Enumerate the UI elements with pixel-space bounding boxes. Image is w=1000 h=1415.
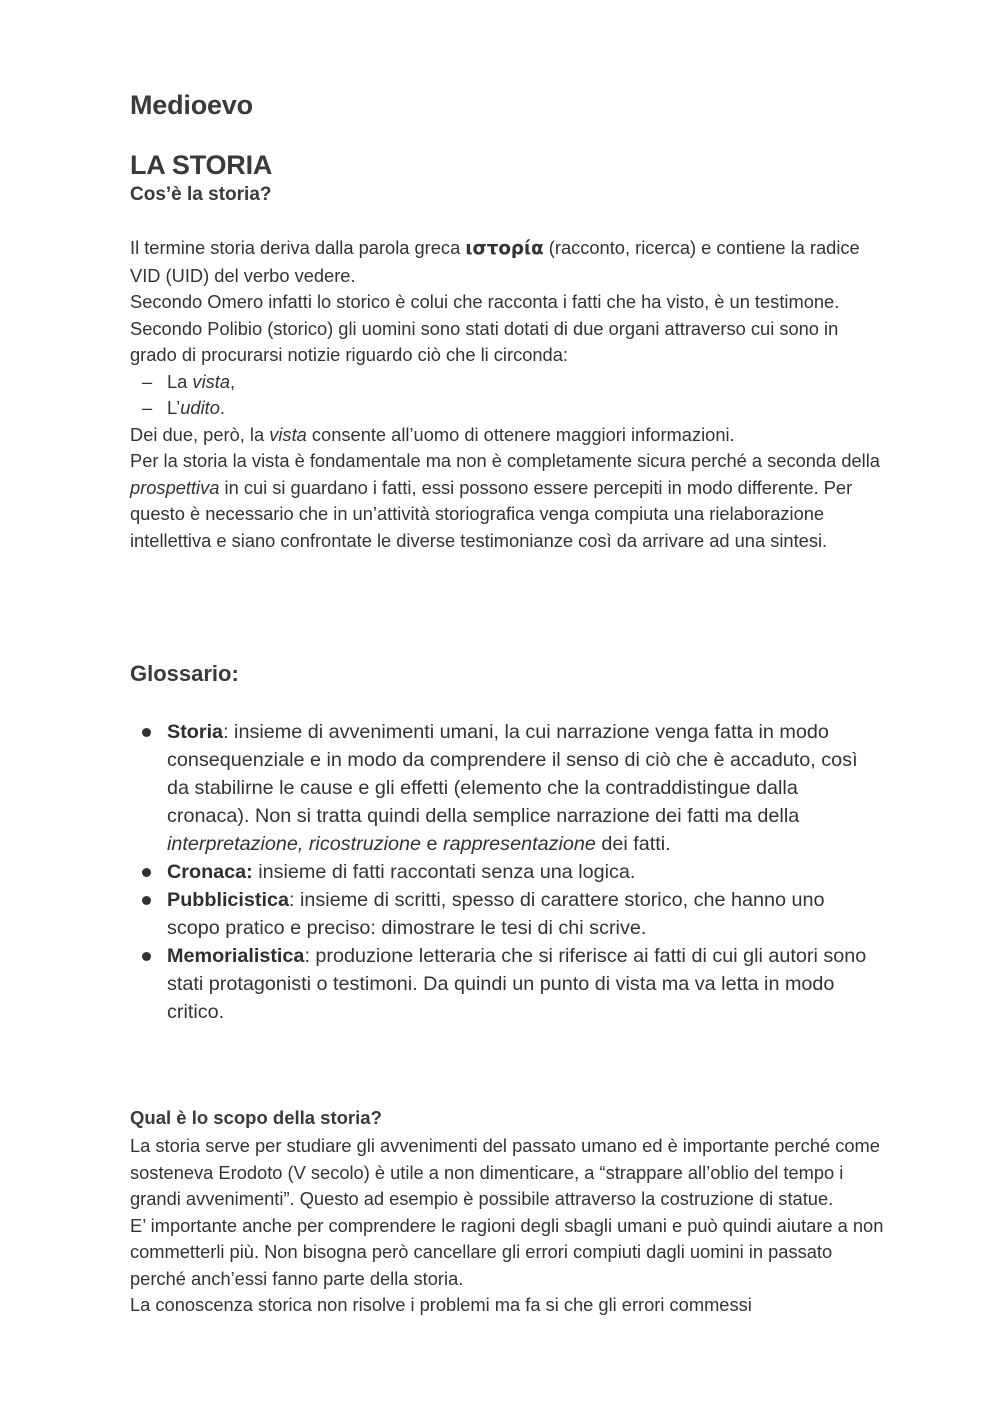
bullet-icon	[142, 952, 151, 961]
glossary-title: Glossario:	[130, 661, 239, 686]
intro-paragraph-1: Il termine storia deriva dalla parola greca ιστορία (racconto, ricerca) e contiene la radice VID (UID) del verbo vedere.	[130, 237, 860, 286]
section-title: LA STORIA	[130, 150, 273, 180]
senses-list	[130, 369, 890, 422]
intro-paragraph-5: Per la storia la vista è fondamentale ma non è completamente sicura perché a seconda della prospettiva in cui si guardano i fatti, essi possono essere percepiti in modo differente. Per questo è necessario che in un’attività storiografica venga compiuta una rielaborazione intellettiva e siano confrontate le diverse testimonianze così da arrivare ad una sintesi.	[130, 450, 880, 551]
purpose-paragraph-2: E’ importante anche per comprendere le ragioni degli sbagli umani e può quindi aiutare a non commetterli più. Non bisogna però cancellare gli errori compiuti dagli uomini in passato perché anch’essi fanno parte della storia.	[130, 1214, 884, 1289]
list-item: – L’udito.	[130, 395, 890, 422]
glossary-item-memorialistica: Memorialistica: produzione letteraria che si riferisce ai fatti di cui gli autori sono stati protagonisti o testimoni. Da quindi un punto di vista ma va letta in modo critico.	[130, 942, 870, 1026]
dash-marker: –	[142, 397, 153, 418]
intro-paragraph-4: Dei due, però, la vista consente all’uomo di ottenere maggiori informazioni.	[130, 423, 735, 445]
intro-paragraph-2: Secondo Omero infatti lo storico è colui che racconta i fatti che ha visto, è un testimone.	[130, 291, 840, 312]
glossary-item-cronaca: Cronaca: insieme di fatti raccontati senza una logica.	[130, 858, 870, 886]
list-item: – La vista,	[130, 369, 890, 396]
bullet-icon	[142, 728, 151, 737]
bullet-icon	[142, 896, 151, 905]
section-subtitle: Cos’è la storia?	[130, 184, 272, 205]
document-title: Medioevo	[130, 90, 253, 120]
glossary-list	[130, 718, 870, 1026]
greek-word: ιστορία	[465, 238, 544, 259]
glossary-item-storia: Storia: insieme di avvenimenti umani, la cui narrazione venga fatta in modo consequenziale e in modo da comprendere il senso di ciò che è accaduto, così da stabilirne le cause e gli effetti (elemento che la contraddistingue dalla cronaca). Non si tratta quindi della semplice narrazione dei fatti ma della interpretazione, ricostruzione e rappresentazione dei fatti.	[130, 718, 870, 858]
purpose-title: Qual è lo scopo della storia?	[130, 1107, 382, 1128]
intro-section	[130, 235, 890, 554]
purpose-paragraph-1: La storia serve per studiare gli avvenimenti del passato umano ed è importante perché come sosteneva Erodoto (V secolo) è utile a non dimenticare, a “strappare all’oblio del tempo i grandi avvenimenti”. Questo ad esempio è possibile attraverso la costruzione di statue.	[130, 1135, 880, 1209]
purpose-paragraph-3: La conoscenza storica non risolve i problemi ma fa si che gli errori commessi	[130, 1294, 752, 1315]
dash-marker: –	[142, 370, 153, 392]
glossary-item-pubblicistica: Pubblicistica: insieme di scritti, spesso di carattere storico, che hanno uno scopo pratico e preciso: dimostrare le tesi di chi scrive.	[130, 886, 870, 942]
bullet-icon	[142, 868, 151, 877]
purpose-section	[130, 1133, 890, 1319]
intro-paragraph-3: Secondo Polibio (storico) gli uomini sono stati dotati di due organi attraverso cui sono in grado di procurarsi notizie riguardo ciò che li circonda:	[130, 317, 839, 365]
